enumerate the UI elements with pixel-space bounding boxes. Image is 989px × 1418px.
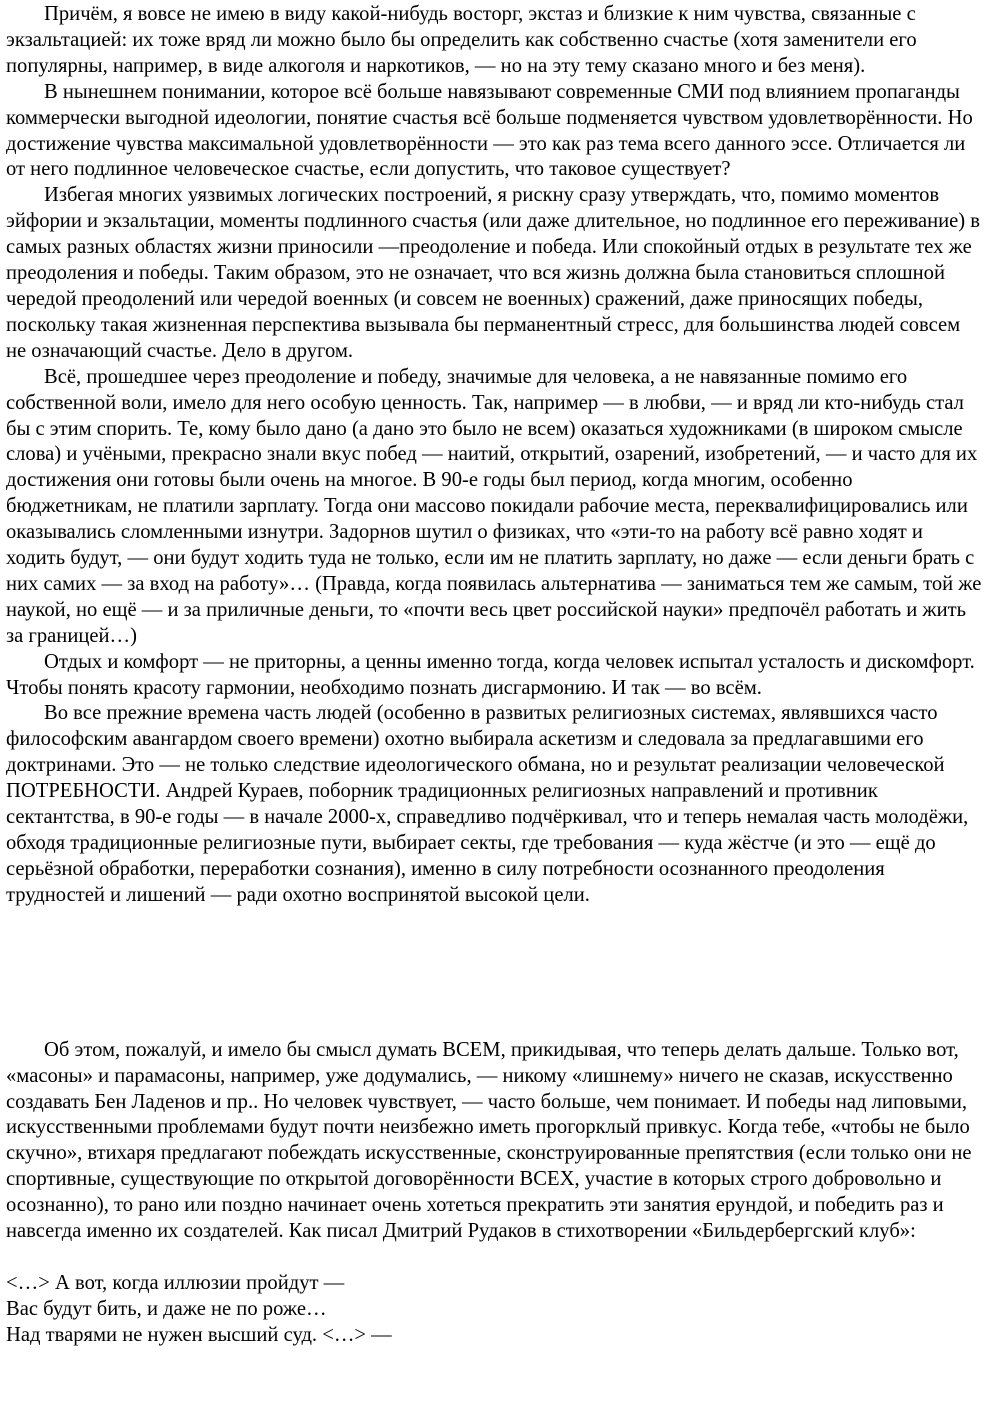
poem-line-1: <…> А вот, когда иллюзии пройдут — bbox=[6, 1271, 345, 1294]
document-page bbox=[6, 2, 982, 1349]
paragraph-6: Во все прежние времена часть людей (особенно в развитых религиозных системах, являвшихся часто философским авангардом своего времени) охотно выбирала аскетизм и следовала за предлагавшими его доктринами. Это — не только следствие идеологического обмана, но и результат реализации человеческой ПОТРЕБНОСТИ. Андрей Кураев, поборник традиционных религиозных направлений и противник сектантства, в 90-е годы — в начале 2000-х, справедливо подчёркивал, что и теперь немалая часть молодёжи, обходя традиционные религиозные пути, выбирает секты, где требования — куда жёстче (и это — ещё до серьёзной обработки, переработки сознания), именно в силу потребности осознанного преодоления трудностей и лишений — ради охотно воспринятой высокой цели. bbox=[6, 702, 969, 906]
poem-line-3: Над тварями не нужен высший суд. <…> — bbox=[6, 1323, 392, 1346]
poem-line-2: Вас будут бить, и даже не по роже… bbox=[6, 1297, 327, 1320]
paragraph-1: Причём, я вовсе не имею в виду какой-нибудь восторг, экстаз и близкие к ним чувства, связанные с экзальтацией: их тоже вряд ли можно было бы определить как собственно счастье (хотя заменители его популярны, например, в виде алкоголя и наркотиков, — но на эту тему сказано много и без меня). bbox=[6, 3, 917, 77]
paragraph-3: Избегая многих уязвимых логических построений, я рискну сразу утверждать, что, помимо моментов эйфории и экзальтации, моменты подлинного счастья (или даже длительное, но подлинное его переживание) в самых разных областях жизни приносили —преодоление и победа. Или спокойный отдых в результате тех же преодоления и победы. Таким образом, это не означает, что вся жизнь должна была становиться сплошной чередой преодолений или чередой военных (и совсем не военных) сражений, даже приносящих победы, поскольку такая жизненная перспектива вызывала бы перманентный стресс, для большинства людей совсем не означающий счастье. Дело в другом. bbox=[6, 184, 981, 362]
paragraph-5: Отдых и комфорт — не приторны, а ценны именно тогда, когда человек испытал усталость и дискомфорт. Чтобы понять красоту гармонии, необходимо познать дисгармонию. И так — во всём. bbox=[6, 650, 975, 699]
paragraph-4: Всё, прошедшее через преодоление и победу, значимые для человека, а не навязанные помимо его собственной воли, имело для него особую ценность. Так, например — в любви, — и вряд ли кто-нибудь стал бы с этим спорить. Те, кому было дано (а дано это было не всем) оказаться художниками (в широком смысле слова) и учёными, прекрасно знали вкус побед — наитий, открытий, озарений, изобретений, — и часто для их достижения они готовы были очень на многое. В 90-е годы был период, когда многим, особенно бюджетникам, не платили зарплату. Тогда они массово покидали рабочие места, переквалифицировались или оказывались сломленными изнутри. Задорнов шутил о физиках, что «эти-то на работу всё равно ходят и ходить будут, — они будут ходить туда не только, если им не платить зарплату, но даже — если деньги брать с них самих — за вход на работу»… (Правда, когда появилась альтернатива — заниматься тем же самым, той же наукой, но ещё — и за приличные деньги, то «почти весь цвет российской науки» предпочёл работать и жить за границей…) bbox=[6, 365, 982, 647]
poem-quote bbox=[6, 1271, 982, 1349]
paragraph-2: В нынешнем понимании, которое всё больше навязывают современные СМИ под влиянием пропаганды коммерчески выгодной идеологии, понятие счастья всё больше подменяется чувством удовлетворённости. Но достижение чувства максимальной удовлетворённости — это как раз тема всего данного эссе. Отличается ли от него подлинное человеческое счастье, если допустить, что таковое существует? bbox=[6, 80, 973, 181]
paragraph-7: Об этом, пожалуй, и имело бы смысл думать ВСЕМ, прикидывая, что теперь делать дальше. Только вот, «масоны» и парамасоны, например, уже додумались, — никому «лишнему» ничего не сказав, искусственно создавать Бен Ладенов и пр.. Но человек чувствует, — часто больше, чем понимает. И победы над липовыми, искусственными проблемами будут почти неизбежно иметь прогорклый привкус. Когда тебе, «чтобы не было скучно», втихаря предлагают побеждать искусственные, сконструированные препятствия (если только они не спортивные, существующие по открытой договорённости ВСЕХ, участие в которых строго добровольно и осознанно), то рано или поздно начинает очень хотеться прекратить эти занятия ерундой, и победить раз и навсегда именно их создателей. Как писал Дмитрий Рудаков в стихотворении «Бильдербергский клуб»: bbox=[6, 1038, 972, 1243]
blank-space bbox=[6, 909, 982, 1038]
